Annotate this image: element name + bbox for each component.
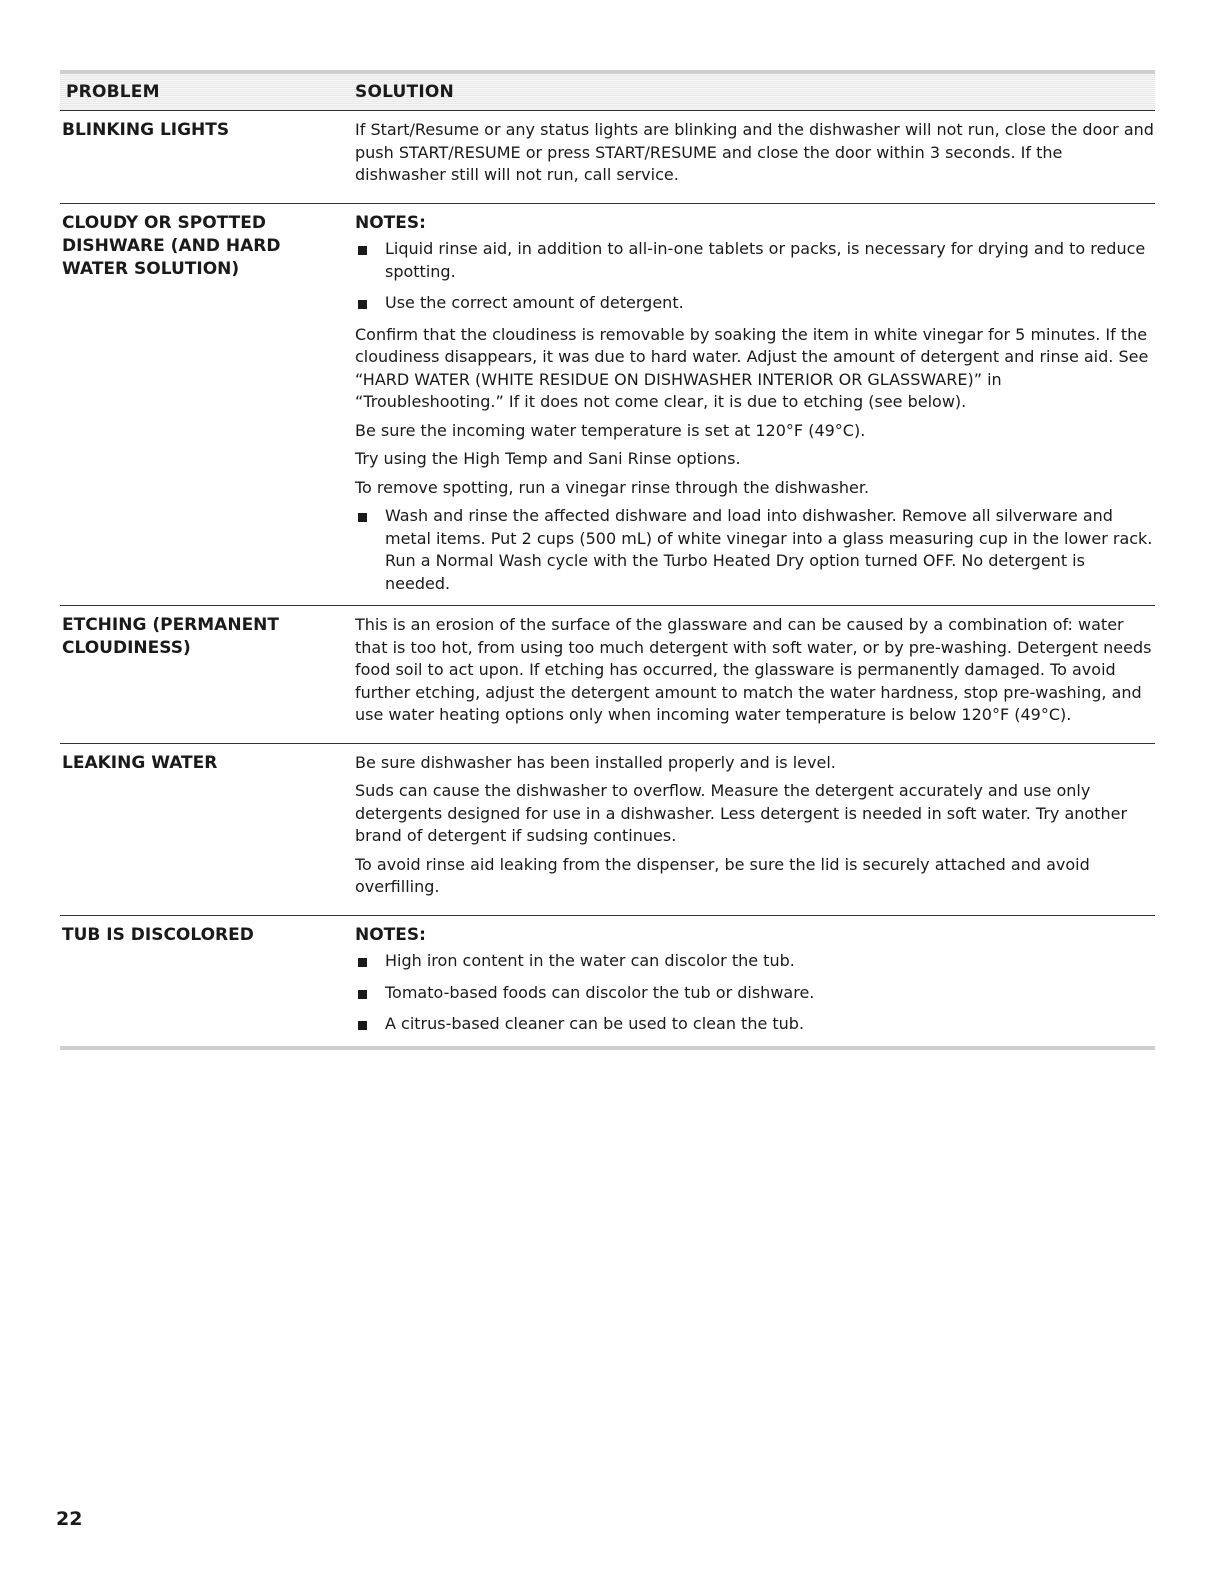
list-item (355, 1013, 1155, 1036)
bullet-square-icon (355, 1013, 385, 1036)
bullet-text: A citrus-based cleaner can be used to clean the tub. (385, 1014, 805, 1033)
solution-paragraph: Be sure the incoming water temperature is set at 120°F (49°C). (355, 420, 866, 440)
solution-paragraph: Be sure dishwasher has been installed properly and is level. (355, 752, 836, 772)
list-item (355, 950, 1155, 973)
list-item (355, 238, 1155, 283)
list-item (355, 505, 1155, 595)
solution-cell (355, 212, 1155, 596)
solution-paragraph: Suds can cause the dishwasher to overflow. Measure the detergent accurately and use only detergents designed for use in a dishwasher. Less detergent is needed in soft water. Try another brand of detergent if sudsing continues. (355, 781, 1128, 845)
page-number: 22 (56, 1508, 83, 1530)
problem-label: ETCHING (PERMANENT CLOUDINESS) (62, 615, 280, 658)
solution-paragraph: If Start/Resume or any status lights are blinking and the dishwasher will not run, close the door and push START/RESUME or press START/RESUME and close the door within 3 seconds. If the dishwasher still will not run, call service. (355, 120, 1154, 184)
solution-paragraph: To avoid rinse aid leaking from the dispenser, be sure the lid is securely attached and avoid overfilling. (355, 854, 1090, 896)
solution-cell (355, 614, 1155, 733)
solution-paragraph: This is an erosion of the surface of the glassware and can be caused by a combination of: water that is too hot, from using too much detergent with soft water, or by pre-washing. Detergent needs food soil to act upon. If etching has occurred, the glassware is permanently damaged. To avoid further etching, adjust the detergent amount to match the water hardness, stop pre-washing, and use water heating options only when incoming water temperature is below 120°F (49°C). (355, 615, 1152, 724)
notes-label: NOTES: (355, 212, 426, 233)
solution-paragraph: Confirm that the cloudiness is removable by soaking the item in white vinegar for 5 minutes. If the cloudiness disappears, it was due to hard water. Adjust the amount of detergent and rinse aid. See “HARD WATER (WHITE RESIDUE ON DISHWASHER INTERIOR OR GLASSWARE)” in “Troubleshooting.” If it does not come clear, it is due to etching (see below). (355, 324, 1149, 411)
bullet-text: Tomato-based foods can discolor the tub or dishware. (385, 982, 815, 1002)
notes-label: NOTES: (355, 924, 426, 945)
problem-label: BLINKING LIGHTS (62, 120, 230, 140)
header-solution: SOLUTION (355, 82, 454, 102)
bullet-square-icon (355, 982, 385, 1005)
solution-cell (355, 752, 1155, 905)
table-row (60, 606, 1155, 744)
header-problem: PROBLEM (66, 82, 160, 102)
table-row (60, 744, 1155, 916)
list-item (355, 982, 1155, 1005)
table-header (60, 70, 1155, 111)
table-row (60, 204, 1155, 607)
bullet-text: Use the correct amount of detergent. (385, 293, 684, 312)
troubleshooting-table (60, 70, 1155, 1050)
bullet-square-icon (355, 292, 385, 315)
bullet-text: Wash and rinse the affected dishware and load into dishwasher. Remove all silverware and metal items. Put 2 cups (500 mL) of white vinegar into a glass measuring cup in the lower rack. Run a Normal Wash cycle with the Turbo Heated Dry option turned OFF. No detergent is needed. (385, 506, 1153, 593)
table-row (60, 916, 1155, 1050)
table-row (60, 111, 1155, 204)
solution-cell (355, 119, 1155, 193)
bullet-text: Liquid rinse aid, in addition to all-in-one tablets or packs, is necessary for drying and to reduce spotting. (385, 239, 1146, 281)
bullet-square-icon (355, 505, 385, 595)
problem-label: CLOUDY OR SPOTTED DISHWARE (AND HARD WATER SOLUTION) (62, 212, 281, 279)
bullet-square-icon (355, 238, 385, 283)
solution-paragraph: To remove spotting, run a vinegar rinse through the dishwasher. (355, 477, 870, 497)
problem-label: LEAKING WATER (62, 752, 218, 773)
bullet-square-icon (355, 950, 385, 973)
bullet-text: High iron content in the water can discolor the tub. (385, 951, 795, 970)
problem-label: TUB IS DISCOLORED (62, 924, 254, 945)
solution-cell (355, 924, 1155, 1036)
list-item (355, 292, 1155, 315)
solution-paragraph: Try using the High Temp and Sani Rinse options. (355, 449, 741, 468)
